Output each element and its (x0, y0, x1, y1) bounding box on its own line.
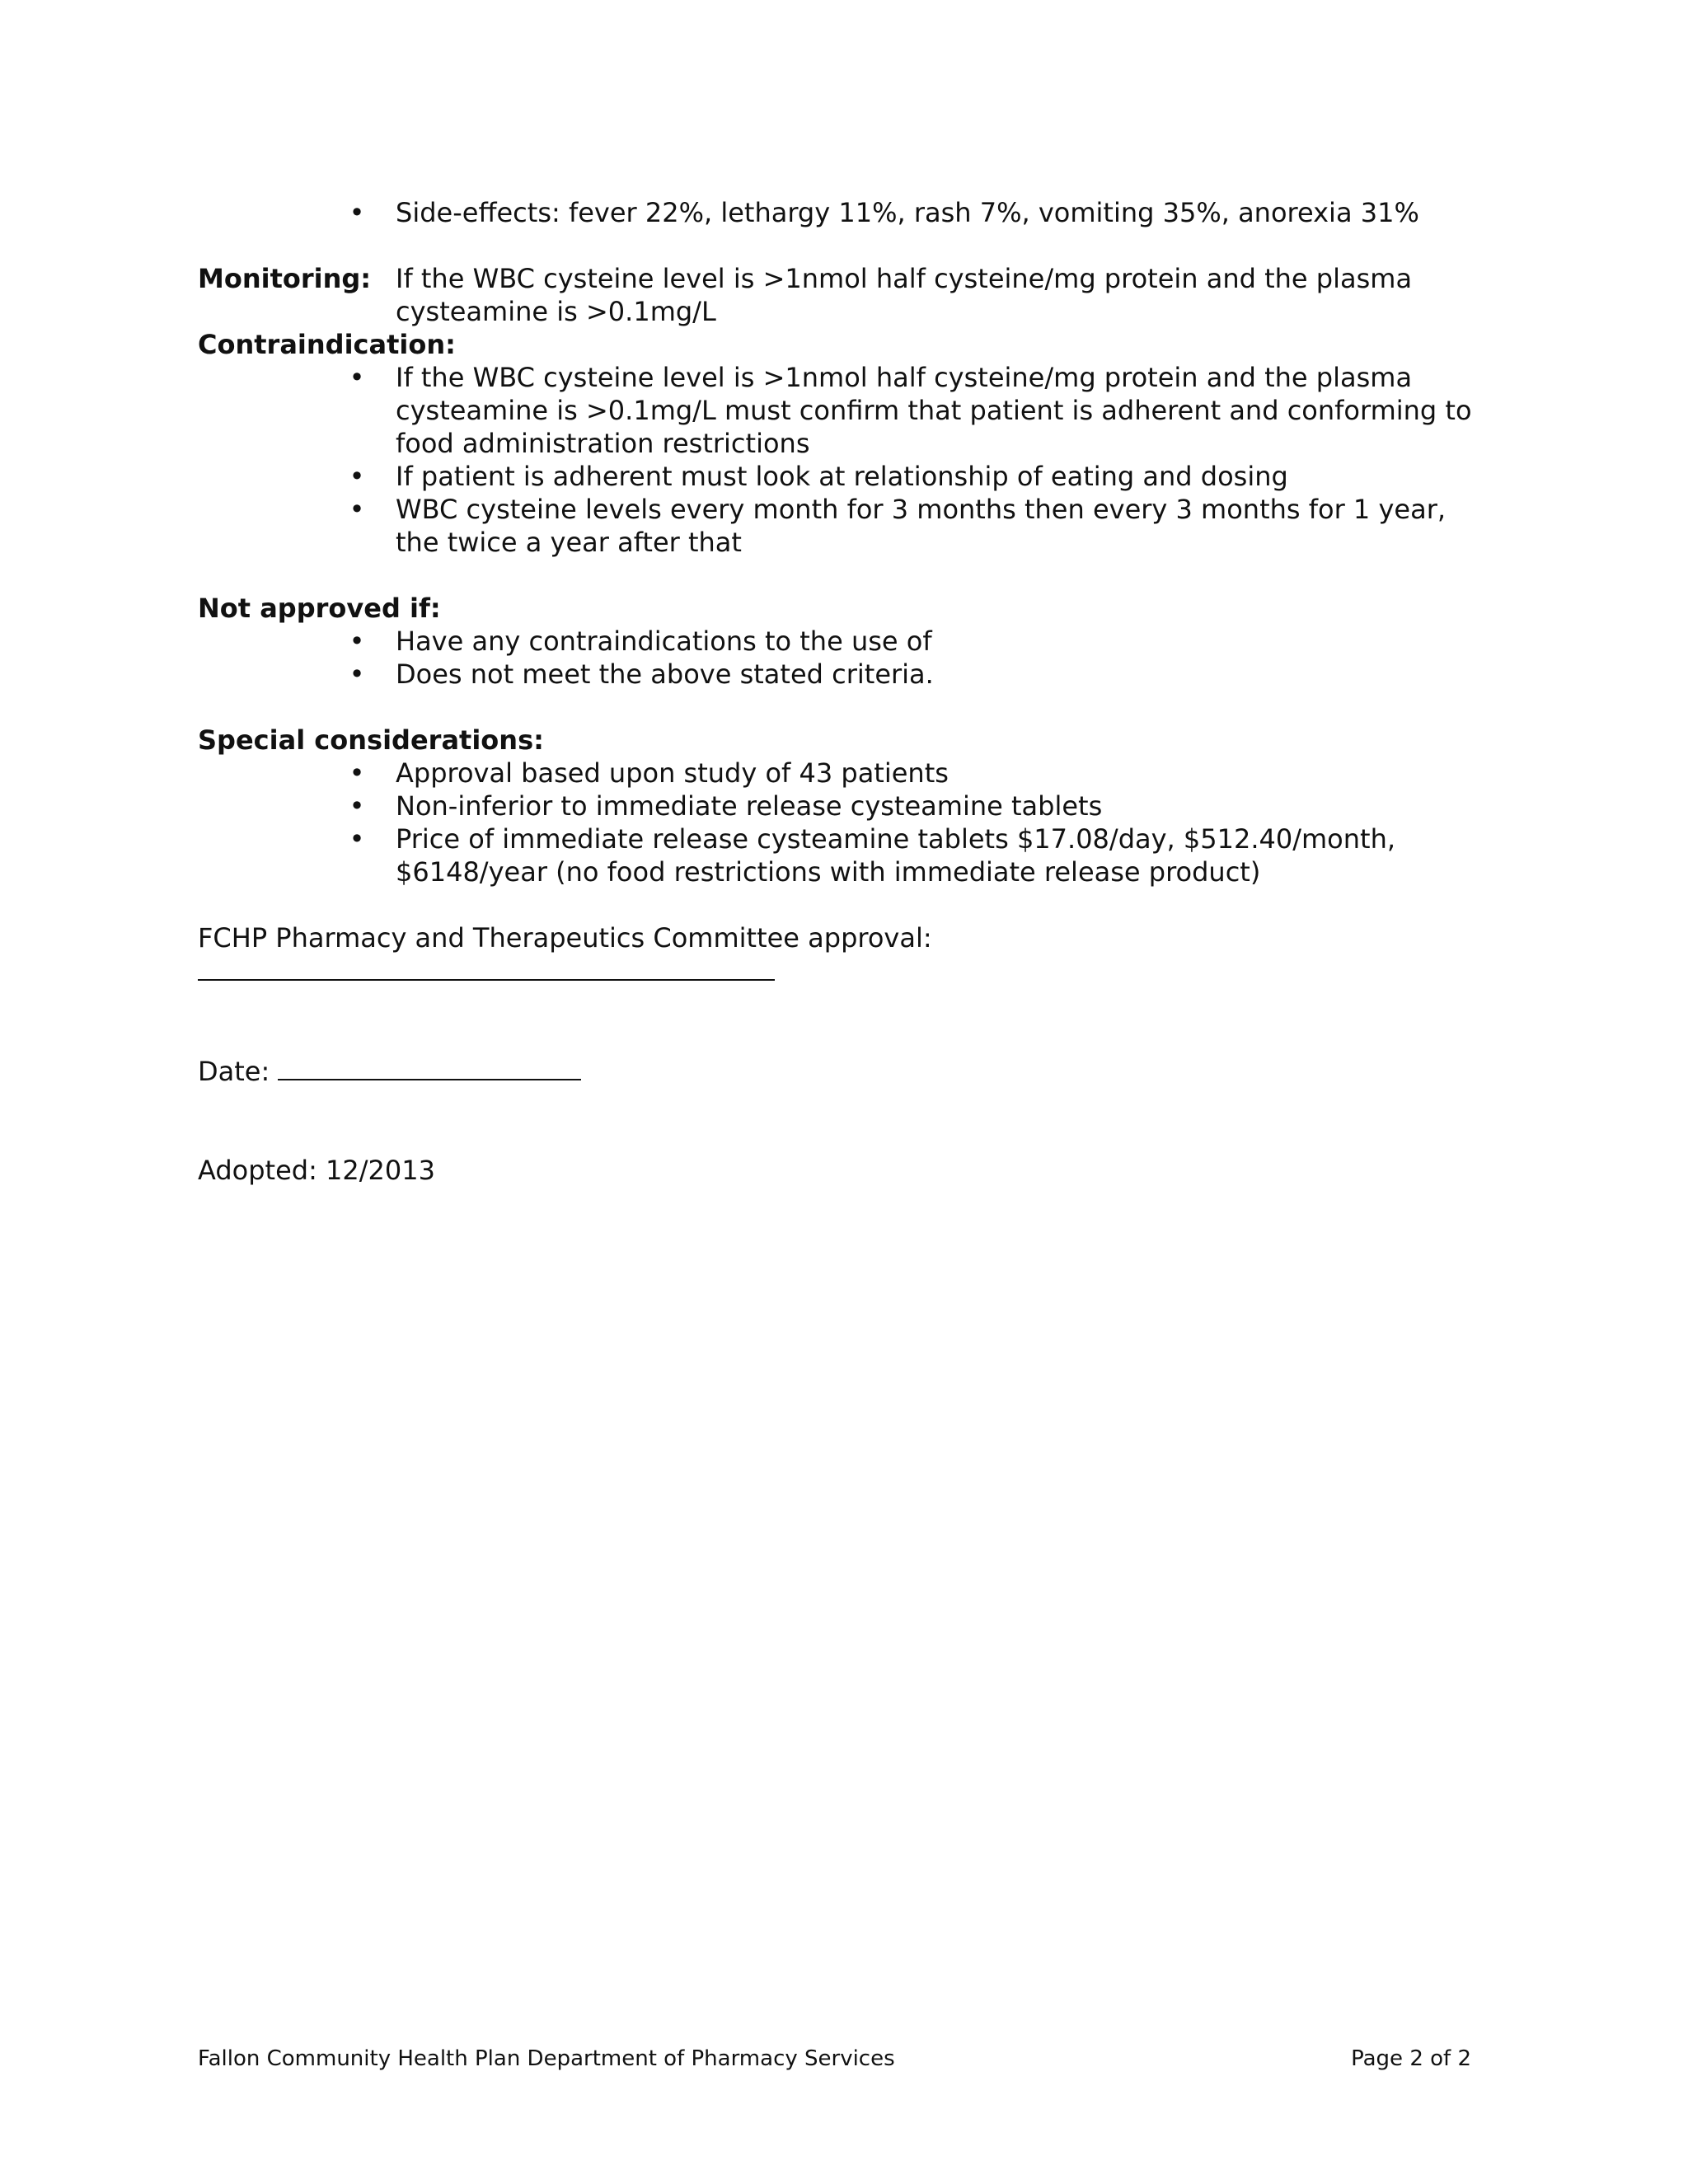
list-item-text: Price of immediate release cysteamine tablets $17.08/day, $512.40/month, $6148/year (no food restrictions with immediate release product) (396, 823, 1396, 888)
contraindication-list (198, 361, 1488, 559)
special-considerations-heading: Special considerations: (198, 724, 544, 756)
bullet-glyph: • (349, 658, 365, 690)
not-approved-heading: Not approved if: (198, 593, 441, 624)
bullet-glyph: • (349, 362, 365, 393)
page-number: Page 2 of 2 (1351, 2046, 1471, 2071)
list-item-text: Have any contraindications to the use of (396, 626, 932, 657)
date-line (198, 1054, 1488, 1088)
list-item (349, 790, 1488, 823)
list-item (349, 757, 1488, 790)
bullet-glyph: • (349, 823, 365, 855)
spacer (198, 888, 1488, 921)
not-approved-list (198, 625, 1488, 691)
bullet-glyph: • (349, 757, 365, 789)
spacer (198, 559, 1488, 592)
spacer (198, 1088, 1488, 1121)
list-item (349, 493, 1488, 559)
list-item-text: Non-inferior to immediate release cysteamine tablets (396, 790, 1103, 822)
list-item (349, 823, 1488, 888)
bullet-glyph: • (349, 461, 365, 492)
bullet-glyph: • (349, 197, 365, 228)
list-item (349, 658, 1488, 691)
footer-organization: Fallon Community Health Plan Department of Pharmacy Services (198, 2046, 895, 2071)
committee-approval-line (198, 921, 1488, 988)
special-considerations-list (198, 757, 1488, 888)
bullet-glyph: • (349, 626, 365, 657)
committee-approval-label: FCHP Pharmacy and Therapeutics Committee approval: (198, 922, 932, 954)
list-item-text: WBC cysteine levels every month for 3 months then every 3 months for 1 year, the twice a year after that (396, 494, 1447, 558)
approval-signature-field[interactable] (198, 954, 775, 981)
adopted-date: Adopted: 12/2013 (198, 1155, 435, 1186)
list-item (349, 196, 1488, 229)
spacer (198, 691, 1488, 724)
date-field[interactable] (278, 1054, 581, 1080)
list-item-text: Side-effects: fever 22%, lethargy 11%, rash 7%, vomiting 35%, anorexia 31% (396, 197, 1419, 228)
spacer (198, 988, 1488, 1021)
list-item (349, 625, 1488, 658)
side-effects-list (198, 196, 1488, 229)
spacer (198, 1021, 1488, 1054)
contraindication-heading: Contraindication: (198, 329, 456, 360)
spacer (198, 229, 1488, 262)
list-item-text: Does not meet the above stated criteria. (396, 658, 934, 690)
list-item-text: If patient is adherent must look at relationship of eating and dosing (396, 461, 1288, 492)
list-item-text: If the WBC cysteine level is >1nmol half cysteine/mg protein and the plasma cysteamine is >0.1mg/L must confirm that patient is adherent and conforming to food administration restrictions (396, 362, 1472, 459)
date-label: Date: (198, 1056, 270, 1087)
bullet-glyph: • (349, 494, 365, 525)
list-item-text: Approval based upon study of 43 patients (396, 757, 949, 789)
monitoring-text: If the WBC cysteine level is >1nmol half cysteine/mg protein and the plasma cysteamine is >0.1mg/L (396, 263, 1413, 327)
document-body (198, 196, 1488, 1187)
list-item (349, 460, 1488, 493)
bullet-glyph: • (349, 790, 365, 822)
monitoring-label: Monitoring: (198, 263, 372, 294)
spacer (198, 1121, 1488, 1154)
monitoring-section (198, 262, 1488, 328)
list-item (349, 361, 1488, 460)
